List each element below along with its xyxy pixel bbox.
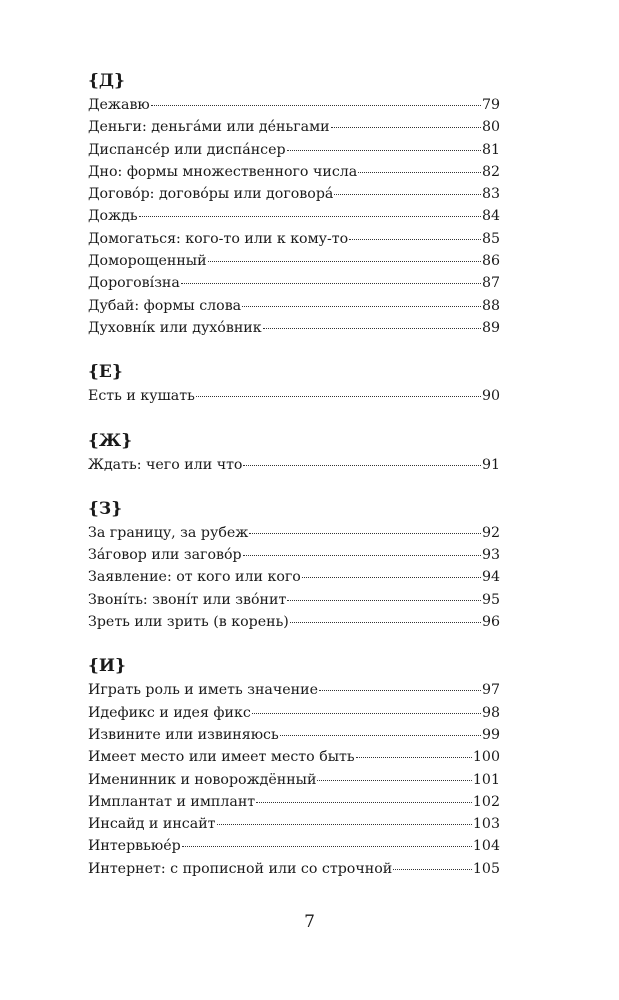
entry-page: 99: [481, 726, 500, 743]
entry-page: 89: [481, 319, 500, 336]
toc-entry[interactable]: [88, 858, 500, 880]
entry-title: Духовнíк или духóвник: [88, 319, 262, 336]
toc-entry[interactable]: [88, 228, 500, 250]
entry-page: 95: [481, 591, 500, 608]
entry-title: Диспансéр или диспáнсер: [88, 141, 286, 158]
dot-leader: [393, 868, 472, 870]
entry-title: Играть роль и иметь значение: [88, 682, 318, 699]
entry-page: 101: [472, 771, 500, 788]
entry-title: Дежавю: [88, 97, 150, 113]
page-number: 7: [304, 912, 315, 932]
entry-title: Доморощенный: [88, 253, 207, 270]
dot-leader: [358, 171, 481, 173]
dot-leader: [317, 779, 471, 781]
entry-page: 92: [481, 524, 500, 541]
entry-page: 90: [481, 388, 500, 405]
entry-page: 105: [472, 860, 500, 877]
entry-title: За границу, за рубеж: [88, 524, 249, 541]
section-heading: {Ж}: [88, 430, 133, 451]
entry-title: Инсайд и инсайт: [88, 816, 216, 833]
dot-leader: [139, 215, 481, 217]
dot-leader: [182, 845, 472, 847]
entry-title: Зáговор или заговóр: [88, 547, 242, 564]
entry-page: 86: [481, 253, 500, 270]
entry-page: 88: [481, 297, 500, 314]
section-heading: {Д}: [88, 71, 125, 91]
entry-title: Именинник и новорождённый: [88, 771, 317, 788]
dot-leader: [242, 305, 481, 307]
entry-title: Извините или извиняюсь: [88, 726, 279, 743]
entry-page: 83: [481, 186, 500, 203]
toc-entry[interactable]: [88, 679, 500, 701]
entry-page: 100: [472, 749, 500, 766]
toc-entry[interactable]: [88, 385, 500, 407]
section-heading: {И}: [88, 656, 126, 677]
entry-title: Договóр: договóры или договорá: [88, 186, 334, 203]
toc-entry[interactable]: [88, 522, 500, 544]
entry-page: 85: [481, 230, 500, 247]
toc-entry[interactable]: [88, 161, 500, 183]
dot-leader: [243, 464, 480, 466]
dot-leader: [356, 756, 472, 758]
entry-title: Ждать: чего или что: [88, 456, 243, 473]
entry-title: Звонíть: звонíт или звóнит: [88, 591, 287, 608]
entry-page: 84: [481, 208, 500, 225]
dot-leader: [151, 104, 481, 106]
toc-entry[interactable]: [88, 317, 500, 339]
entry-title: Домогаться: кого-то или к кому-то: [88, 230, 349, 247]
entry-title: Имеет место или имеет место быть: [88, 749, 355, 766]
toc-entry[interactable]: [88, 139, 500, 161]
entry-title: Интервьюéр: [88, 838, 181, 855]
dot-leader: [334, 193, 481, 195]
toc-entry[interactable]: [88, 183, 500, 205]
dot-leader: [256, 801, 472, 803]
section-heading: {З}: [88, 498, 123, 519]
entry-title: Дождь: [88, 208, 138, 225]
toc-entry[interactable]: [88, 116, 500, 138]
dot-leader: [181, 282, 481, 284]
entry-page: 104: [472, 838, 500, 855]
toc-entry[interactable]: [88, 589, 500, 611]
toc-entry[interactable]: [88, 454, 500, 476]
dot-leader: [319, 689, 481, 691]
toc-entry[interactable]: [88, 94, 500, 116]
toc-entry[interactable]: [88, 724, 500, 746]
entry-page: 98: [481, 704, 500, 721]
dot-leader: [252, 712, 481, 714]
dot-leader: [287, 599, 481, 601]
toc-entry[interactable]: [88, 769, 500, 791]
toc-section: [88, 70, 500, 339]
toc-entry[interactable]: [88, 272, 500, 294]
dot-leader: [196, 395, 481, 397]
toc-entry[interactable]: [88, 250, 500, 272]
entry-page: 102: [472, 793, 500, 810]
toc-entry[interactable]: [88, 835, 500, 857]
entry-title: Интернет: с прописной или со строчной: [88, 860, 393, 877]
entry-page: 80: [481, 119, 500, 136]
toc-entry[interactable]: [88, 702, 500, 724]
dot-leader: [217, 823, 472, 825]
toc-section: [88, 430, 500, 476]
toc-entry[interactable]: [88, 205, 500, 227]
dot-leader: [208, 260, 481, 262]
toc-section: [88, 655, 500, 880]
entry-page: 94: [481, 569, 500, 586]
dot-leader: [243, 554, 481, 556]
dot-leader: [287, 149, 481, 151]
dot-leader: [280, 734, 481, 736]
entry-title: Дно: формы множественного числа: [88, 163, 358, 180]
entry-page: 87: [481, 275, 500, 292]
entry-page: 97: [481, 682, 500, 699]
entry-page: 93: [481, 547, 500, 564]
entry-page: 96: [481, 614, 500, 631]
toc-entry[interactable]: [88, 791, 500, 813]
entry-title: Заявление: от кого или кого: [88, 569, 301, 586]
entry-title: Дороговíзна: [88, 275, 180, 292]
toc-entry[interactable]: [88, 544, 500, 566]
dot-leader: [290, 621, 481, 623]
toc-entry[interactable]: [88, 746, 500, 768]
entry-title: Деньги: деньгáми или дéньгами: [88, 119, 330, 136]
toc-entry[interactable]: [88, 295, 500, 317]
toc-section: [88, 361, 500, 407]
dot-leader: [349, 238, 481, 240]
dot-leader: [263, 327, 481, 329]
dot-leader: [302, 576, 481, 578]
entry-page: 81: [481, 141, 500, 158]
toc-entry[interactable]: [88, 566, 500, 588]
section-heading: {Е}: [88, 362, 123, 383]
entry-title: Зреть или зрить (в корень): [88, 614, 289, 631]
toc-section: [88, 498, 500, 633]
toc-entry[interactable]: [88, 813, 500, 835]
entry-title: Есть и кушать: [88, 388, 195, 405]
entry-page: 91: [481, 456, 500, 473]
entry-page: 103: [472, 816, 500, 833]
table-of-contents: [88, 70, 500, 902]
entry-page: 82: [481, 163, 500, 180]
entry-title: Дубай: формы слова: [88, 297, 242, 314]
dot-leader: [249, 532, 481, 534]
entry-title: Имплантат и имплант: [88, 793, 256, 810]
entry-title: Идефикс и идея фикс: [88, 704, 251, 721]
dot-leader: [331, 126, 481, 128]
toc-entry[interactable]: [88, 611, 500, 633]
entry-page: 79: [481, 97, 500, 113]
